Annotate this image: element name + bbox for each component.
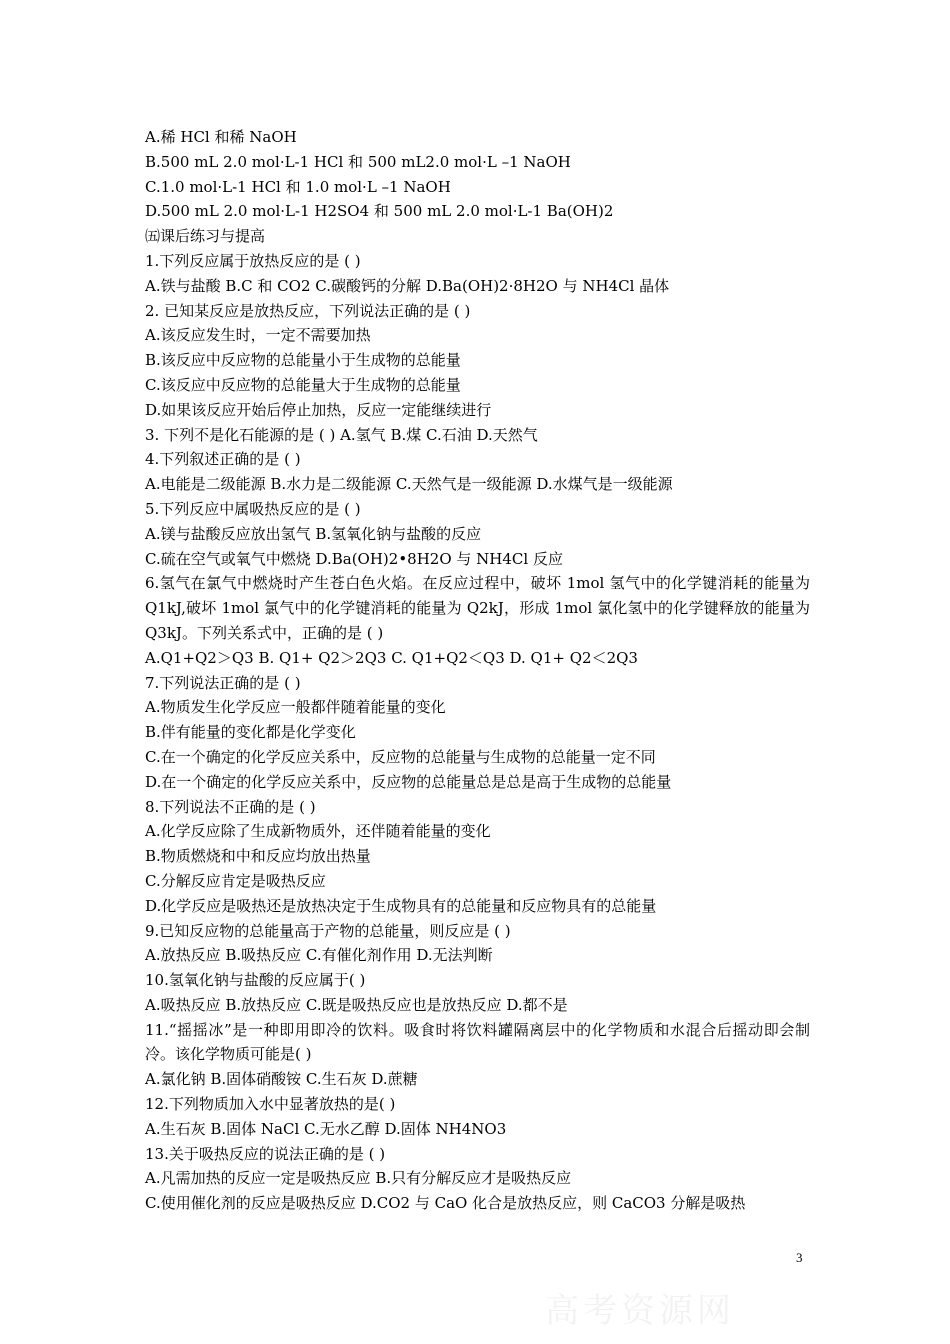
text-line: C.1.0 mol·L-1 HCl 和 1.0 mol·L –1 NaOH xyxy=(145,177,451,196)
question-7-option-d: D.在一个确定的化学反应关系中，反应物的总能量总是总是高于生成物的总能量 xyxy=(145,772,672,791)
question-7-option-a: A.物质发生化学反应一般都伴随着能量的变化 xyxy=(145,698,446,717)
question-9-options: A.放热反应 B.吸热反应 C.有催化剂作用 D.无法判断 xyxy=(145,946,493,965)
text-line: A.稀 HCl 和稀 NaOH xyxy=(145,128,297,146)
question-2-option-b: B.该反应中反应物的总能量小于生成物的总能量 xyxy=(145,351,461,370)
question-7-option-b: B.伴有能量的变化都是化学变化 xyxy=(145,723,356,742)
question-7-option-c: C.在一个确定的化学反应关系中，反应物的总能量与生成物的总能量一定不同 xyxy=(145,747,656,766)
question-5: 5.下列反应中属吸热反应的是 ( ) xyxy=(145,499,361,518)
text-line: D.500 mL 2.0 mol·L-1 H2SO4 和 500 mL 2.0 mol·L-1 Ba(OH)2 xyxy=(145,202,614,221)
section-heading: ㈤课后练习与提高 xyxy=(145,227,266,246)
document-body xyxy=(145,125,810,1216)
question-8-option-b: B.物质燃烧和中和反应均放出热量 xyxy=(145,847,371,866)
watermark: 高考资源网 xyxy=(545,1291,735,1331)
page-number: 3 xyxy=(796,1250,803,1265)
question-8-option-c: C.分解反应肯定是吸热反应 xyxy=(145,871,326,890)
question-6-options: A.Q1+Q2＞Q3 B. Q1+ Q2＞2Q3 C. Q1+Q2＜Q3 D. Q1+ Q2＜2Q3 xyxy=(145,648,638,667)
question-4-options: A.电能是二级能源 B.水力是二级能源 C.天然气是一级能源 D.水煤气是一级能源 xyxy=(145,475,673,494)
text-line: B.500 mL 2.0 mol·L-1 HCl 和 500 mL2.0 mol·L –1 NaOH xyxy=(145,152,571,171)
question-13-options-ab: A.凡需加热的反应一定是吸热反应 B.只有分解反应才是吸热反应 xyxy=(145,1169,572,1188)
question-12-options: A.生石灰 B.固体 NaCl C.无水乙醇 D.固体 NH4NO3 xyxy=(145,1119,507,1138)
question-7: 7.下列说法正确的是 ( ) xyxy=(145,673,301,692)
question-2-option-c: C.该反应中反应物的总能量大于生成物的总能量 xyxy=(145,375,461,394)
question-13: 13.关于吸热反应的说法正确的是 ( ) xyxy=(145,1144,386,1163)
question-8-option-a: A.化学反应除了生成新物质外，还伴随着能量的变化 xyxy=(145,822,491,841)
question-13-options-cd: C.使用催化剂的反应是吸热反应 D.CO2 与 CaO 化合是放热反应，则 CaCO3 分解是吸热 xyxy=(145,1194,746,1213)
question-5-options-cd: C.硫在空气或氧气中燃烧 D.Ba(OH)2•8H2O 与 NH4Cl 反应 xyxy=(145,549,563,568)
question-11: 11.“摇摇冰”是一种即用即冷的饮料。吸食时将饮料罐隔离层中的化学物质和水混合后摇动即会制冷。该化学物质可能是( ) xyxy=(145,1020,810,1064)
question-10-options: A.吸热反应 B.放热反应 C.既是吸热反应也是放热反应 D.都不是 xyxy=(145,995,568,1014)
question-2-option-a: A.该反应发生时，一定不需要加热 xyxy=(145,326,371,345)
question-5-options-ab: A.镁与盐酸反应放出氢气 B.氢氧化钠与盐酸的反应 xyxy=(145,524,482,543)
question-9: 9.已知反应物的总能量高于产物的总能量，则反应是 ( ) xyxy=(145,921,511,940)
question-4: 4.下列叙述正确的是 ( ) xyxy=(145,450,301,469)
question-3: 3. 下列不是化石能源的是 ( ) A.氢气 B.煤 C.石油 D.天然气 xyxy=(145,425,538,444)
question-2-option-d: D.如果该反应开始后停止加热，反应一定能继续进行 xyxy=(145,400,492,419)
question-1-options: A.铁与盐酸 B.C 和 CO2 C.碳酸钙的分解 D.Ba(OH)2·8H2O 与 NH4Cl 晶体 xyxy=(145,276,670,295)
question-8: 8.下列说法不正确的是 ( ) xyxy=(145,797,316,816)
question-8-option-d: D.化学反应是吸热还是放热决定于生成物具有的总能量和反应物具有的总能量 xyxy=(145,896,657,915)
question-6: 6.氢气在氯气中燃烧时产生苍白色火焰。在反应过程中，破坏 1mol 氢气中的化学键消耗的能量为 Q1kJ,破坏 1mol 氯气中的化学键消耗的能量为 Q2kJ，形成 1mol 氯化氢中的化学键释放的能量为 Q3kJ。下列关系式中，正确的是 ( ) xyxy=(145,574,810,642)
question-2: 2. 已知某反应是放热反应，下列说法正确的是 ( ) xyxy=(145,301,471,320)
question-10: 10.氢氧化钠与盐酸的反应属于( ) xyxy=(145,971,366,990)
question-1: 1.下列反应属于放热反应的是 ( ) xyxy=(145,251,361,270)
question-11-options: A.氯化钠 B.固体硝酸铵 C.生石灰 D.蔗糖 xyxy=(145,1070,418,1089)
question-12: 12.下列物质加入水中显著放热的是( ) xyxy=(145,1095,396,1114)
